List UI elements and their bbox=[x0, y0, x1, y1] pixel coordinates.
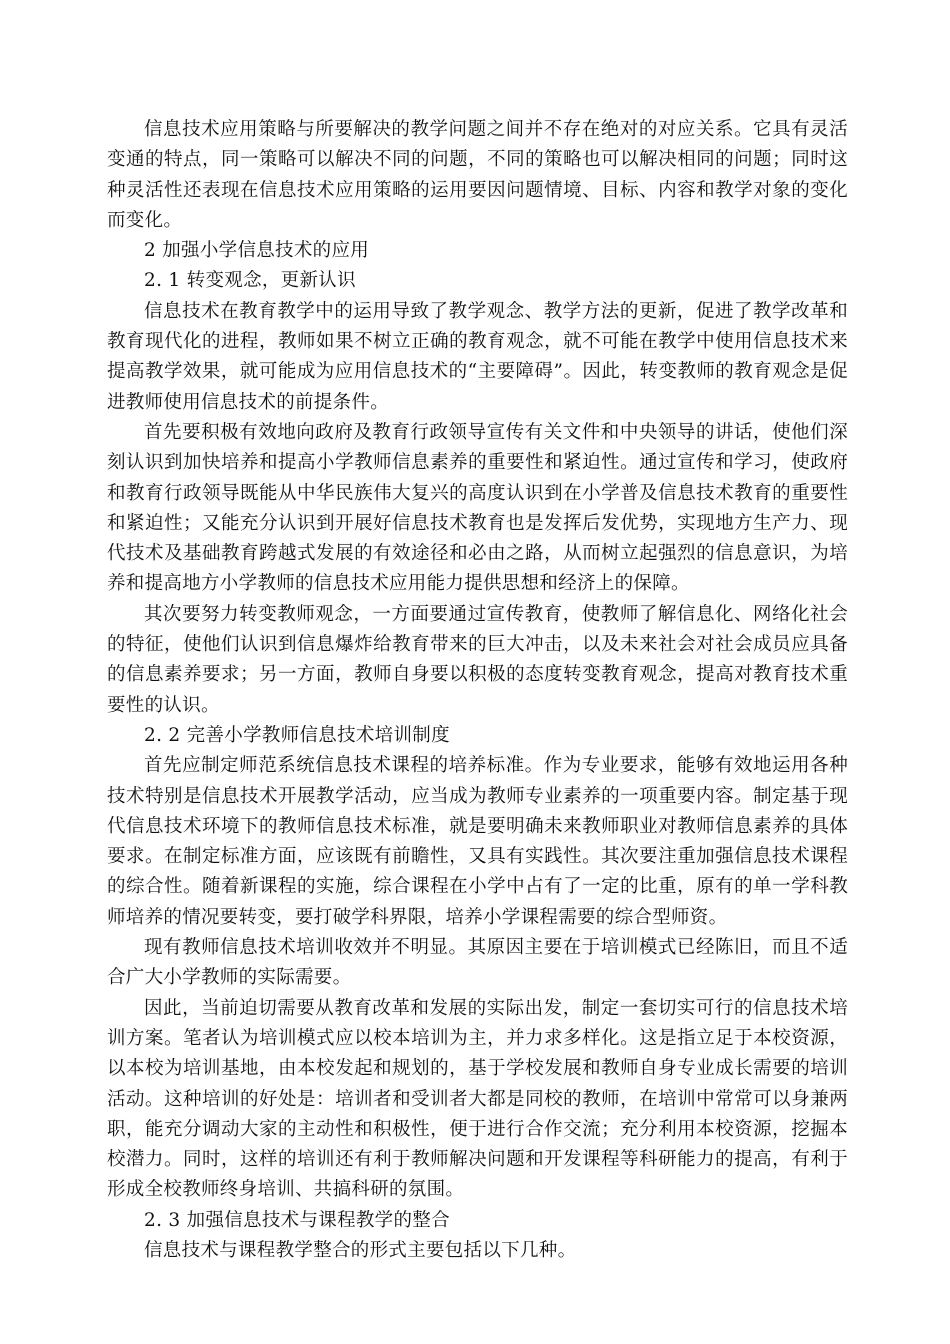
paragraph-2-1-a: 信息技术在教育教学中的运用导致了教学观念、教学方法的更新，促进了教学改革和教育现代化的进程，教师如果不树立正确的教育观念，就不可能在教学中使用信息技术来提高教学效果，就可能成为应用信息技术的“主要障碍”。因此，转变教师的教育观念是促进教师使用信息技术的前提条件。 bbox=[107, 300, 848, 413]
subsection-heading-2-2: 2. 2 完善小学教师信息技术培训制度 bbox=[144, 724, 450, 746]
subsection-heading-2-1: 2. 1 转变观念，更新认识 bbox=[144, 270, 356, 292]
paragraph-2-1-b: 首先要积极有效地向政府及教育行政领导宣传有关文件和中央领导的讲话，使他们深刻认识到加快培养和提高小学教师信息素养的重要性和紧迫性。通过宣传和学习，使政府和教育行政领导既能从中华民族伟大复兴的高度认识到在小学普及信息技术教育的重要性和紧迫性；又能充分认识到开展好信息技术教育也是发挥后发优势，实现地方生产力、现代技术及基础教育跨越式发展的有效途径和必由之路，从而树立起强烈的信息意识，为培养和提高地方小学教师的信息技术应用能力提供思想和经济上的保障。 bbox=[107, 421, 848, 595]
section-heading-2: 2 加强小学信息技术的应用 bbox=[144, 240, 370, 262]
paragraph-2-2-c: 因此，当前迫切需要从教育改革和发展的实际出发，制定一套切实可行的信息技术培训方案。笔者认为培训模式应以校本培训为主，并力求多样化。这是指立足于本校资源，以本校为培训基地，由本校发起和规划的，基于学校发展和教师自身专业成长需要的培训活动。这种培训的好处是：培训者和受训者大都是同校的教师，在培训中常常可以身兼两职，能充分调动大家的主动性和积极性，便于进行合作交流；充分利用本校资源，挖掘本校潜力。同时，这样的培训还有利于教师解决问题和开发课程等科研能力的提高，有利于形成全校教师终身培训、共搞科研的氛围。 bbox=[107, 997, 848, 1201]
document-body bbox=[107, 115, 848, 1266]
paragraph-2-2-a: 首先应制定师范系统信息技术课程的培养标准。作为专业要求，能够有效地运用各种技术特别是信息技术开展教学活动，应当成为教师专业素养的一项重要内容。制定基于现代信息技术环境下的教师信息技术标准，就是要明确未来教师职业对教师信息素养的具体要求。在制定标准方面，应该既有前瞻性，又具有实践性。其次要注重加强信息技术课程的综合性。随着新课程的实施，综合课程在小学中占有了一定的比重，原有的单一学科教师培养的情况要转变，要打破学科界限，培养小学课程需要的综合型师资。 bbox=[107, 755, 848, 928]
paragraph-intro: 信息技术应用策略与所要解决的教学问题之间并不存在绝对的对应关系。它具有灵活变通的特点，同一策略可以解决不同的问题，不同的策略也可以解决相同的问题；同时这种灵活性还表现在信息技术应用策略的运用要因问题情境、目标、内容和教学对象的变化而变化。 bbox=[107, 119, 848, 231]
paragraph-2-3-a: 信息技术与课程教学整合的形式主要包括以下几种。 bbox=[144, 1239, 577, 1261]
paragraph-2-1-c: 其次要努力转变教师观念，一方面要通过宣传教育，使教师了解信息化、网络化社会的特征，使他们认识到信息爆炸给教育带来的巨大冲击，以及未来社会对社会成员应具备的信息素养要求；另一方面，教师自身要以积极的态度转变教育观念，提高对教育技术重要性的认识。 bbox=[107, 603, 848, 716]
paragraph-2-2-b: 现有教师信息技术培训收效并不明显。其原因主要在于培训模式已经陈旧，而且不适合广大小学教师的实际需要。 bbox=[107, 937, 848, 989]
subsection-heading-2-3: 2. 3 加强信息技术与课程教学的整合 bbox=[144, 1209, 450, 1231]
